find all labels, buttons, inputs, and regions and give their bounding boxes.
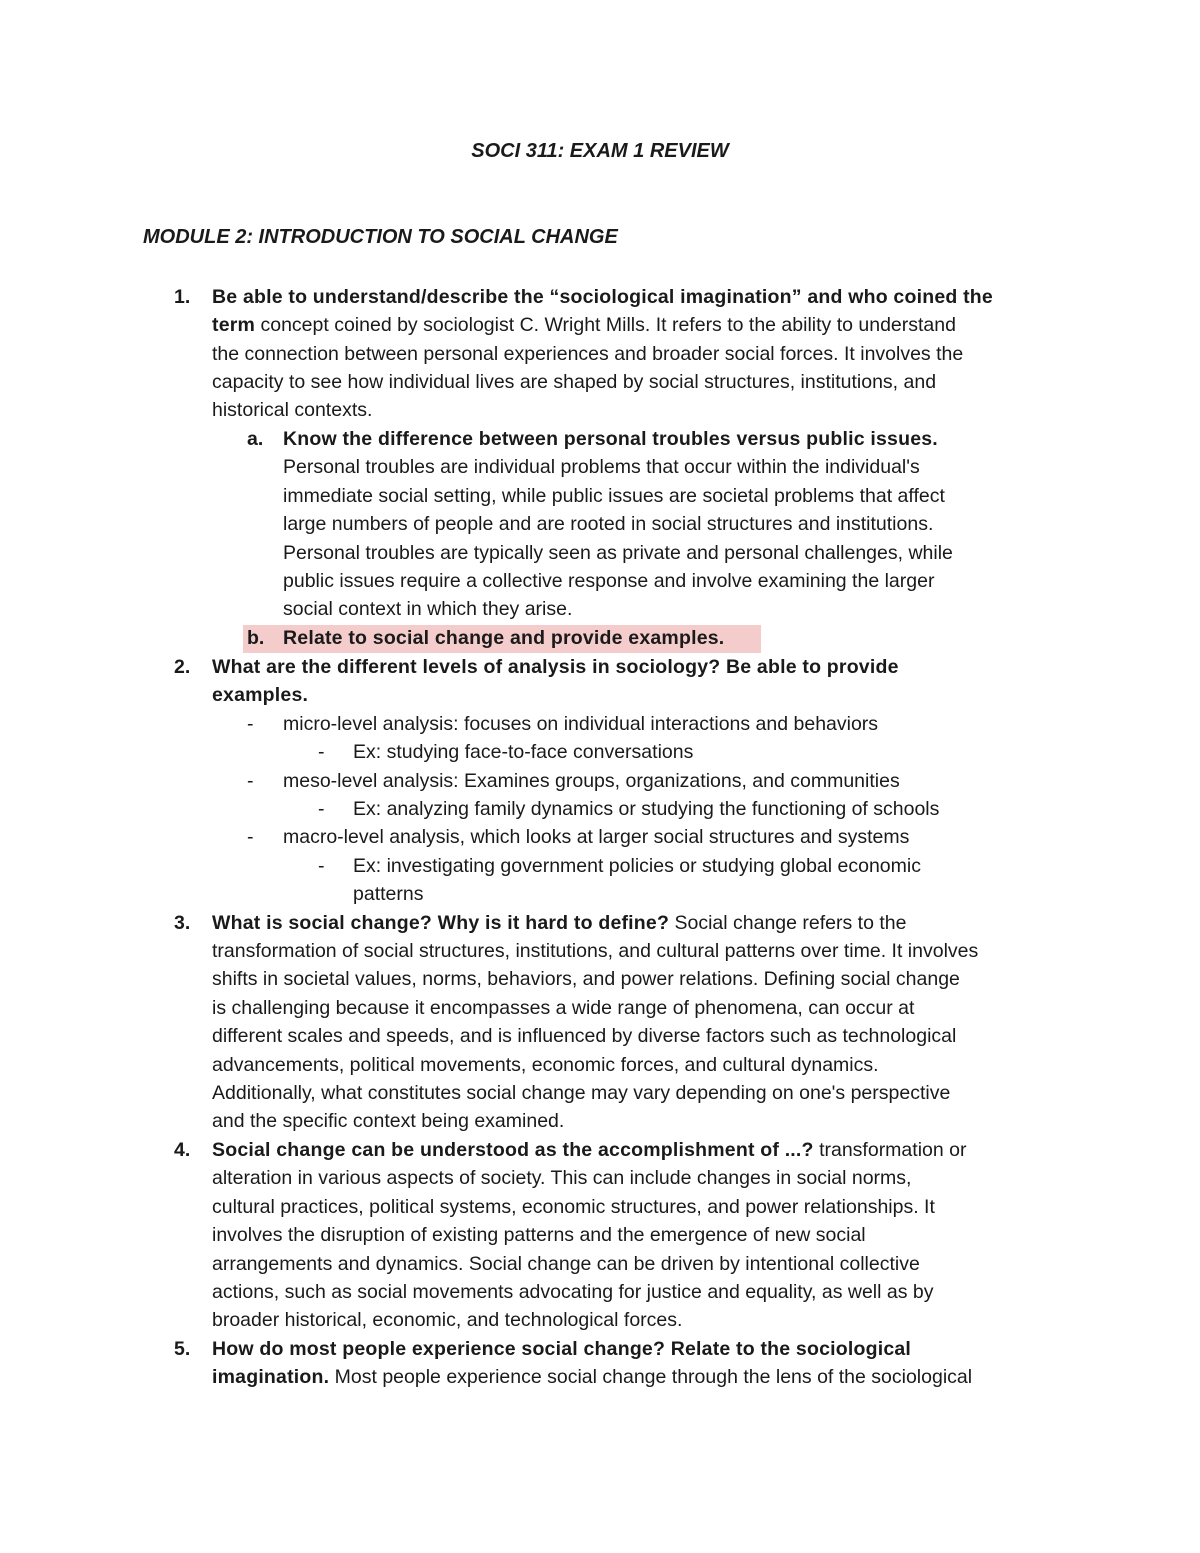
- bullet-dash: -: [318, 798, 325, 820]
- answer-text: immediate social setting, while public issues are societal problems that affect: [283, 485, 945, 507]
- subquestion-text: Know the difference between personal troubles versus public issues.: [283, 428, 938, 450]
- answer-text: broader historical, economic, and technological forces.: [212, 1309, 683, 1331]
- answer-text: alteration in various aspects of society. This can include changes in social norms,: [212, 1167, 912, 1189]
- question-text: How do most people experience social change? Relate to the sociological: [212, 1338, 912, 1360]
- answer-line: [212, 1136, 966, 1164]
- example-text: Ex: investigating government policies or studying global economic: [353, 855, 921, 877]
- answer-text: Additionally, what constitutes social change may vary depending on one's perspective: [212, 1082, 951, 1104]
- answer-text: social context in which they arise.: [283, 598, 573, 620]
- question-number: 5.: [174, 1338, 191, 1360]
- answer-text: the connection between personal experiences and broader social forces. It involves the: [212, 343, 964, 365]
- bullet-dash: -: [318, 855, 325, 877]
- answer-line: [212, 311, 956, 339]
- module-heading: MODULE 2: INTRODUCTION TO SOCIAL CHANGE: [143, 226, 618, 248]
- answer-text: Most people experience social change through the lens of the sociological: [329, 1366, 973, 1388]
- question-number: 2.: [174, 656, 191, 678]
- answer-text: historical contexts.: [212, 399, 373, 421]
- example-text: patterns: [353, 883, 424, 905]
- answer-text: transformation or: [813, 1139, 967, 1161]
- answer-text: transformation of social structures, institutions, and cultural patterns over time. It involves: [212, 940, 979, 962]
- answer-text: meso-level analysis: Examines groups, organizations, and communities: [283, 770, 900, 792]
- document-title: SOCI 311: EXAM 1 REVIEW: [471, 140, 729, 162]
- answer-text: public issues require a collective response and involve examining the larger: [283, 570, 935, 592]
- answer-text: actions, such as social movements advocating for justice and equality, as well as by: [212, 1281, 934, 1303]
- question-text: imagination.: [212, 1366, 330, 1388]
- answer-text: macro-level analysis, which looks at larger social structures and systems: [283, 826, 910, 848]
- answer-text: Personal troubles are typically seen as private and personal challenges, while: [283, 542, 953, 564]
- answer-text: involves the disruption of existing patterns and the emergence of new social: [212, 1224, 866, 1246]
- answer-text: concept coined by sociologist C. Wright Mills. It refers to the ability to understand: [255, 314, 956, 336]
- example-text: Ex: studying face-to-face conversations: [353, 741, 694, 763]
- answer-text: arrangements and dynamics. Social change can be driven by intentional collective: [212, 1253, 920, 1275]
- question-number: 1.: [174, 286, 191, 308]
- question-text: What are the different levels of analysis in sociology? Be able to provide: [212, 656, 899, 678]
- answer-line: [212, 909, 906, 937]
- answer-text: Personal troubles are individual problems that occur within the individual's: [283, 456, 920, 478]
- answer-text: shifts in societal values, norms, behaviors, and power relations. Defining social change: [212, 968, 960, 990]
- answer-line: [212, 1363, 972, 1391]
- question-text: term: [212, 314, 256, 336]
- example-text: Ex: analyzing family dynamics or studying the functioning of schools: [353, 798, 940, 820]
- question-number: 4.: [174, 1139, 191, 1161]
- question-text: What is social change? Why is it hard to define?: [212, 912, 670, 934]
- question-text: Social change can be understood as the accomplishment of ...?: [212, 1139, 814, 1161]
- question-text: examples.: [212, 684, 309, 706]
- answer-text: large numbers of people and are rooted in social structures and institutions.: [283, 513, 934, 535]
- subitem-marker: a.: [247, 428, 264, 450]
- question-text: Be able to understand/describe the “sociological imagination” and who coined the: [212, 286, 993, 308]
- answer-text: different scales and speeds, and is influenced by diverse factors such as technological: [212, 1025, 957, 1047]
- question-number: 3.: [174, 912, 191, 934]
- answer-text: cultural practices, political systems, economic structures, and power relationships. It: [212, 1196, 935, 1218]
- bullet-dash: -: [247, 770, 254, 792]
- answer-text: capacity to see how individual lives are shaped by social structures, institutions, and: [212, 371, 937, 393]
- answer-text: advancements, political movements, economic forces, and cultural dynamics.: [212, 1054, 879, 1076]
- answer-text: is challenging because it encompasses a wide range of phenomena, can occur at: [212, 997, 915, 1019]
- answer-text: micro-level analysis: focuses on individual interactions and behaviors: [283, 713, 879, 735]
- subquestion-text-highlighted: Relate to social change and provide examples.: [283, 627, 725, 649]
- bullet-dash: -: [247, 713, 254, 735]
- subitem-marker: b.: [247, 627, 265, 649]
- answer-text: Social change refers to the: [669, 912, 907, 934]
- answer-text: and the specific context being examined.: [212, 1110, 565, 1132]
- bullet-dash: -: [318, 741, 325, 763]
- bullet-dash: -: [247, 826, 254, 848]
